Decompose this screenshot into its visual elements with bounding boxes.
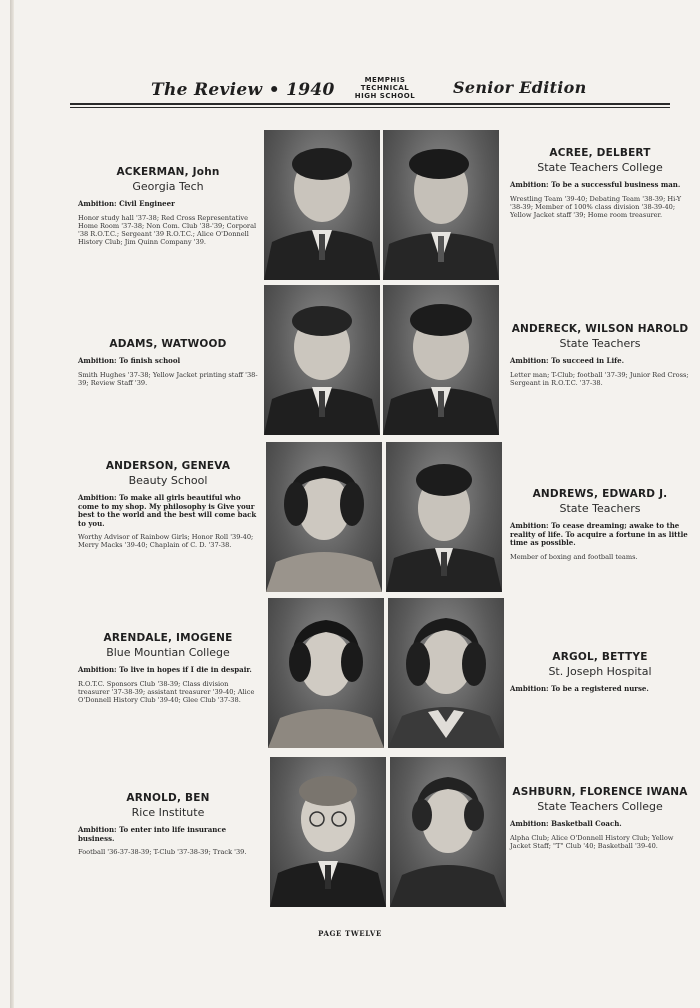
- senior-entry: [510, 488, 690, 561]
- college-name: State Teachers College: [537, 800, 663, 813]
- ambition-text: Ambition: To make all girls beautiful who come to my shop. My philosophy is Give your best to the world and the best will come back to you.: [78, 493, 257, 528]
- college-name: Rice Institute: [131, 806, 205, 819]
- school-line: MEMPHIS: [364, 76, 406, 84]
- student-name: ANDERECK, WILSON HAROLD: [511, 323, 689, 335]
- activities-text: Member of boxing and football teams.: [510, 552, 638, 561]
- header-rule: [70, 103, 670, 105]
- student-name: ANDERSON, GENEVA: [105, 460, 231, 472]
- ambition-text: Ambition: To be a registered nurse.: [510, 684, 649, 693]
- school-line: HIGH SCHOOL: [354, 92, 416, 100]
- student-portrait-photo: [264, 130, 380, 280]
- activities-text: Smith Hughes '37-38; Yellow Jacket printing staff '38-39; Review Staff '39.: [78, 370, 258, 387]
- college-name: Georgia Tech: [132, 180, 204, 193]
- school-line: TECHNICAL: [360, 84, 410, 92]
- senior-entry: [78, 632, 258, 704]
- student-portrait-photo: [386, 442, 502, 592]
- college-name: State Teachers College: [537, 161, 663, 174]
- activities-text: Honor study hall '37-38; Red Cross Representative Home Room '37-38; Non Com. Club '38-'39; Corporal '38 R.O.T.C.; Sergeant '39 R.O.T.C.; Alice O'Donnell History Club; Jim Quinn Company '39.: [78, 213, 257, 246]
- student-portrait-photo: [388, 598, 504, 748]
- student-portrait-photo: [264, 285, 380, 435]
- student-portrait-photo: [390, 757, 506, 907]
- student-name: ANDREWS, EDWARD J.: [532, 488, 668, 500]
- activities-text: Football '36-37-38-39; T-Club '37-38-39; Track '39.: [78, 848, 247, 856]
- page-binding-edge: [10, 0, 14, 1008]
- ambition-text: Ambition: To be a successful business man.: [510, 180, 681, 189]
- edition-title: Senior Edition: [453, 78, 587, 97]
- student-portrait-photo: [383, 285, 499, 435]
- header-rule: [70, 107, 670, 108]
- senior-entry: [510, 786, 690, 850]
- ambition-text: Ambition: Basketball Coach.: [510, 819, 622, 828]
- student-portrait-photo: [383, 130, 499, 280]
- activities-text: R.O.T.C. Sponsors Club '38-39; Class division treasurer '37-38-39; assistant treasurer '39-40; Alice O'Donnell History Club '39-40; Glee Club '37-38.: [78, 679, 255, 704]
- senior-entry: [78, 166, 258, 246]
- page-number: PAGE TWELVE: [318, 929, 382, 938]
- student-name: ARNOLD, BEN: [126, 792, 210, 804]
- student-name: ADAMS, WATWOOD: [109, 338, 227, 350]
- student-portrait-photo: [270, 757, 386, 907]
- senior-entry: [78, 460, 258, 549]
- student-name: ARENDALE, IMOGENE: [103, 632, 233, 644]
- activities-text: Worthy Advisor of Rainbow Girls; Honor Roll '39-40; Merry Macks '39-40; Chaplain of C. D. '37-38.: [78, 533, 254, 549]
- ambition-text: Ambition: To live in hopes if I die in despair.: [78, 665, 252, 674]
- student-name: ARGOL, BETTYE: [552, 651, 648, 663]
- student-name: ACREE, DELBERT: [549, 147, 651, 159]
- college-name: Beauty School: [128, 474, 208, 487]
- activities-text: Alpha Club; Alice O'Donnell History Club; Yellow Jacket Staff; "T" Club '40; Basketball '39-40.: [510, 833, 674, 850]
- activities-text: Letter man; T-Club; football '37-39; Junior Red Cross; Sergeant in R.O.T.C. '37-38.: [510, 370, 689, 387]
- page-header: [70, 68, 670, 108]
- ambition-text: Ambition: To cease dreaming; awake to the reality of life. To acquire a fortune in as little time as possible.: [510, 521, 688, 547]
- ambition-text: Ambition: To enter into life insurance business.: [78, 825, 227, 843]
- college-name: Blue Mountian College: [106, 646, 230, 659]
- ambition-text: Ambition: To finish school: [78, 356, 181, 365]
- senior-entry: [510, 651, 690, 694]
- college-name: State Teachers: [559, 502, 641, 515]
- student-name: ASHBURN, FLORENCE IWANA: [512, 786, 688, 798]
- college-name: State Teachers: [559, 337, 641, 350]
- ambition-text: Ambition: To succeed in Life.: [510, 356, 625, 365]
- school-name-block: [353, 76, 417, 100]
- student-name: ACKERMAN, John: [116, 166, 220, 178]
- student-portrait-photo: [266, 442, 382, 592]
- senior-entry: [78, 338, 258, 387]
- ambition-text: Ambition: Civil Engineer: [78, 199, 175, 208]
- activities-text: Wrestling Team '39-40; Debating Team '38-39; Hi-Y '38-39; Member of 100% class division '38-39-40; Yellow Jacket staff '39; Home room treasurer.: [510, 194, 682, 219]
- senior-entry: [510, 323, 690, 387]
- student-portrait-photo: [268, 598, 384, 748]
- senior-entry: [78, 792, 258, 856]
- college-name: St. Joseph Hospital: [548, 665, 652, 678]
- publication-title: The Review • 1940: [151, 80, 335, 100]
- senior-entry: [510, 147, 690, 219]
